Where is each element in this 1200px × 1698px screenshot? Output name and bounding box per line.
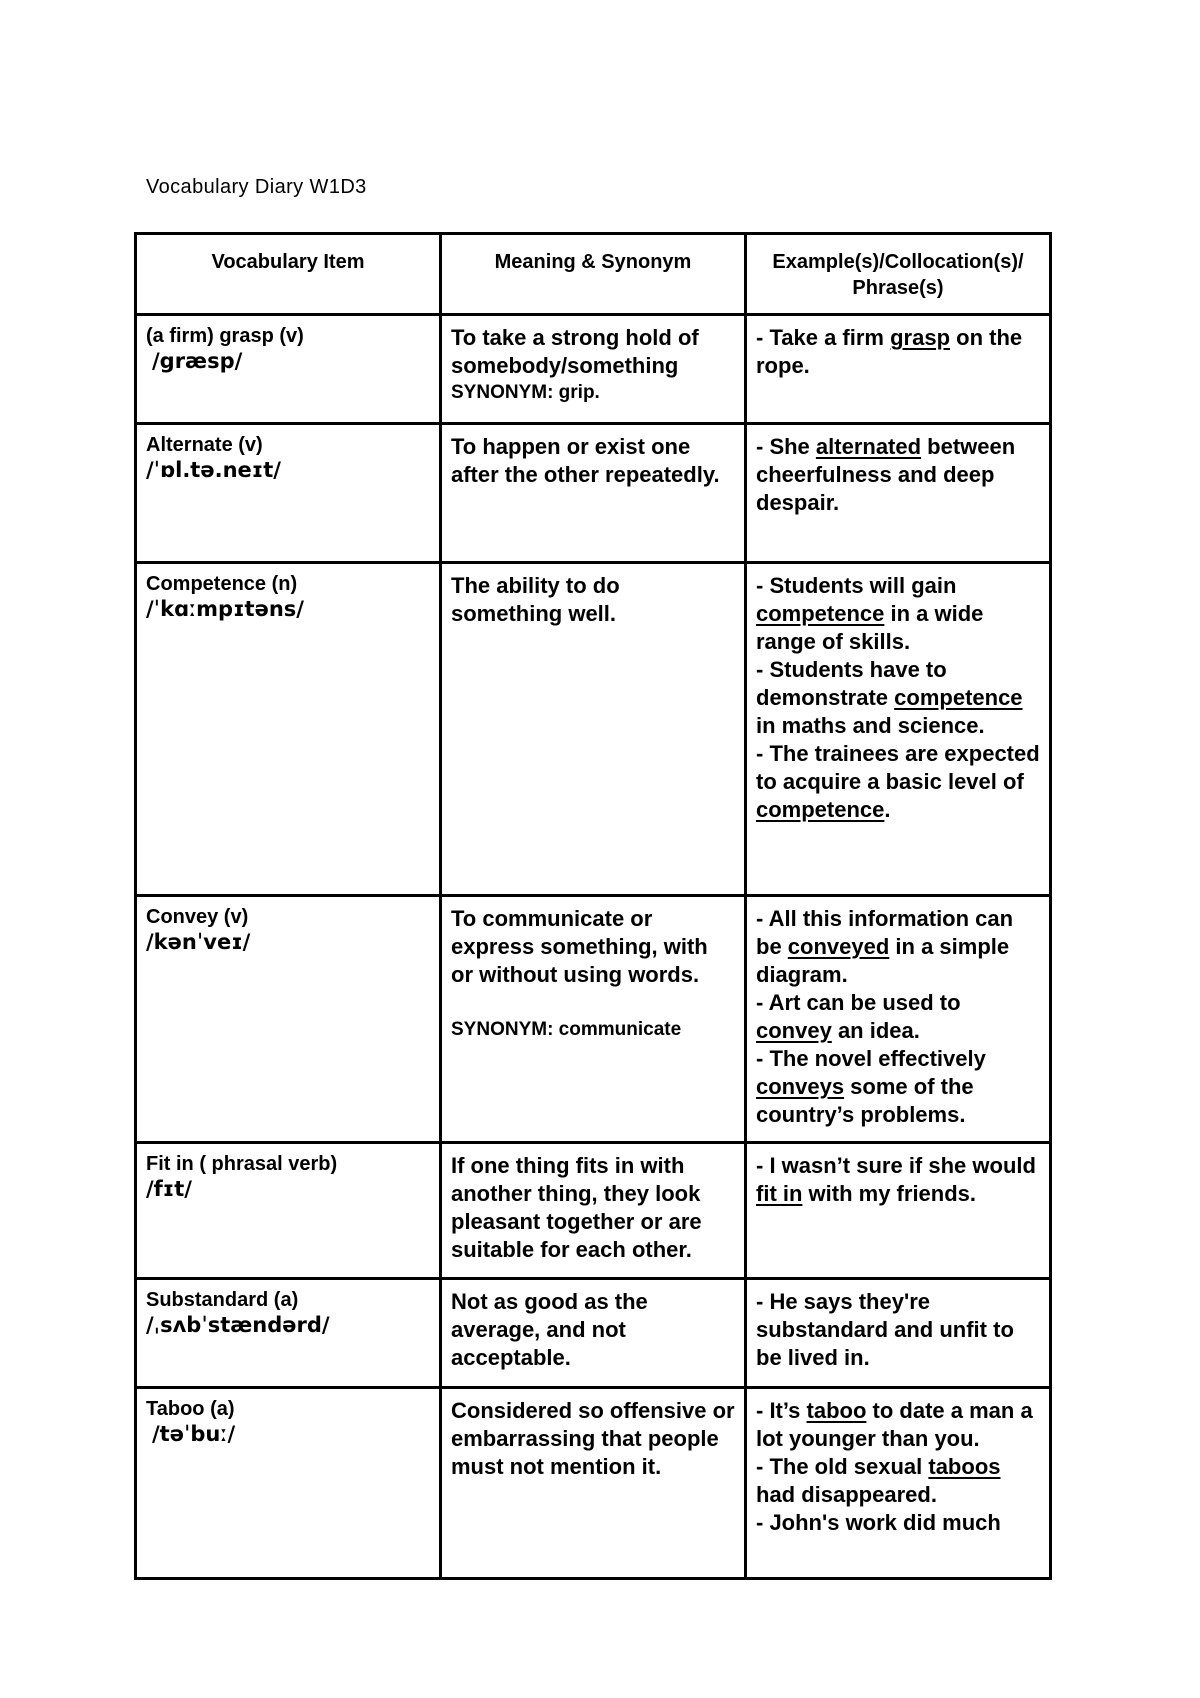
example-line: - The novel effectively conveys some of the country’s problems.	[756, 1046, 986, 1127]
example-line: - The trainees are expected to acquire a basic level of competence.	[756, 741, 1040, 822]
synonym-text: SYNONYM: grip.	[451, 382, 600, 403]
table-row	[136, 896, 1051, 1143]
vocab-item-cell	[136, 315, 441, 424]
table-header-row	[136, 234, 1051, 315]
header-examples: Example(s)/Collocation(s)/ Phrase(s)	[746, 234, 1051, 315]
examples-cell	[746, 424, 1051, 563]
vocab-word: Alternate (v)	[146, 434, 263, 456]
meaning-text: Not as good as the average, and not acceptable.	[451, 1289, 648, 1370]
vocab-item-cell	[136, 1279, 441, 1388]
vocab-word: Competence (n)	[146, 573, 298, 595]
example-line: - I wasn’t sure if she would fit in with my friends.	[756, 1153, 1036, 1206]
vocab-ipa: /fɪt/	[146, 1177, 192, 1201]
example-line: - All this information can be conveyed in a simple diagram.	[756, 906, 1014, 987]
example-line: - She alternated between cheerfulness and deep despair.	[756, 434, 1016, 515]
vocab-word: Fit in ( phrasal verb)	[146, 1153, 338, 1175]
vocab-ipa: /ˌsʌbˈstændərd/	[146, 1313, 330, 1337]
meaning-cell	[441, 424, 746, 563]
table-row	[136, 1279, 1051, 1388]
examples-cell	[746, 315, 1051, 424]
examples-cell	[746, 896, 1051, 1143]
vocab-item-cell	[136, 1388, 441, 1579]
table-row	[136, 315, 1051, 424]
vocab-word: (a firm) grasp (v)	[146, 325, 304, 347]
meaning-text: Considered so offensive or embarrassing that people must not mention it.	[451, 1398, 735, 1479]
examples-cell	[746, 1388, 1051, 1579]
meaning-cell	[441, 896, 746, 1143]
vocab-item-cell	[136, 563, 441, 896]
meaning-text: If one thing fits in with another thing, they look pleasant together or are suitable for each other.	[451, 1153, 702, 1262]
examples-cell	[746, 1143, 1051, 1279]
example-line: - It’s taboo to date a man a lot younger than you.	[756, 1398, 1033, 1451]
examples-cell	[746, 563, 1051, 896]
meaning-cell	[441, 1143, 746, 1279]
example-line: - The old sexual taboos had disappeared.	[756, 1454, 1001, 1507]
example-line: - Take a firm grasp on the rope.	[756, 325, 1023, 378]
vocab-item-cell	[136, 424, 441, 563]
vocab-word: Convey (v)	[146, 906, 249, 928]
meaning-cell	[441, 1388, 746, 1579]
meaning-text: The ability to do something well.	[451, 573, 620, 626]
example-line: - Students have to demonstrate competence in maths and science.	[756, 657, 1023, 738]
vocab-ipa: /græsp/	[152, 349, 243, 373]
synonym-text: SYNONYM: communicate	[451, 1019, 682, 1040]
example-line: - Art can be used to convey an idea.	[756, 990, 961, 1043]
meaning-cell	[441, 315, 746, 424]
example-line: - Students will gain competence in a wide range of skills.	[756, 573, 984, 654]
meaning-cell	[441, 563, 746, 896]
vocab-item-cell	[136, 896, 441, 1143]
table-row	[136, 424, 1051, 563]
vocab-ipa: /ˈɒl.tə.neɪt/	[146, 458, 281, 482]
table-row	[136, 563, 1051, 896]
vocab-ipa: /kənˈveɪ/	[146, 930, 251, 954]
header-meaning-synonym: Meaning & Synonym	[441, 234, 746, 315]
table-row	[136, 1143, 1051, 1279]
vocab-word: Substandard (a)	[146, 1289, 299, 1311]
meaning-cell	[441, 1279, 746, 1388]
vocab-ipa: /ˈkɑːmpɪtəns/	[146, 597, 304, 621]
document-title: Vocabulary Diary W1D3	[146, 176, 367, 198]
meaning-text: To take a strong hold of somebody/something	[451, 325, 699, 378]
header-vocabulary-item: Vocabulary Item	[136, 234, 441, 315]
meaning-text: To communicate or express something, with or without using words.	[451, 906, 708, 987]
example-line: - He says they're substandard and unfit to be lived in.	[756, 1289, 1014, 1370]
meaning-text: To happen or exist one after the other repeatedly.	[451, 434, 720, 487]
vocab-word: Taboo (a)	[146, 1398, 235, 1420]
table-row	[136, 1388, 1051, 1579]
example-line: - John's work did much	[756, 1510, 1001, 1535]
vocabulary-table	[134, 232, 1052, 1580]
examples-cell	[746, 1279, 1051, 1388]
vocab-item-cell	[136, 1143, 441, 1279]
vocab-ipa: /təˈbuː/	[152, 1422, 236, 1446]
